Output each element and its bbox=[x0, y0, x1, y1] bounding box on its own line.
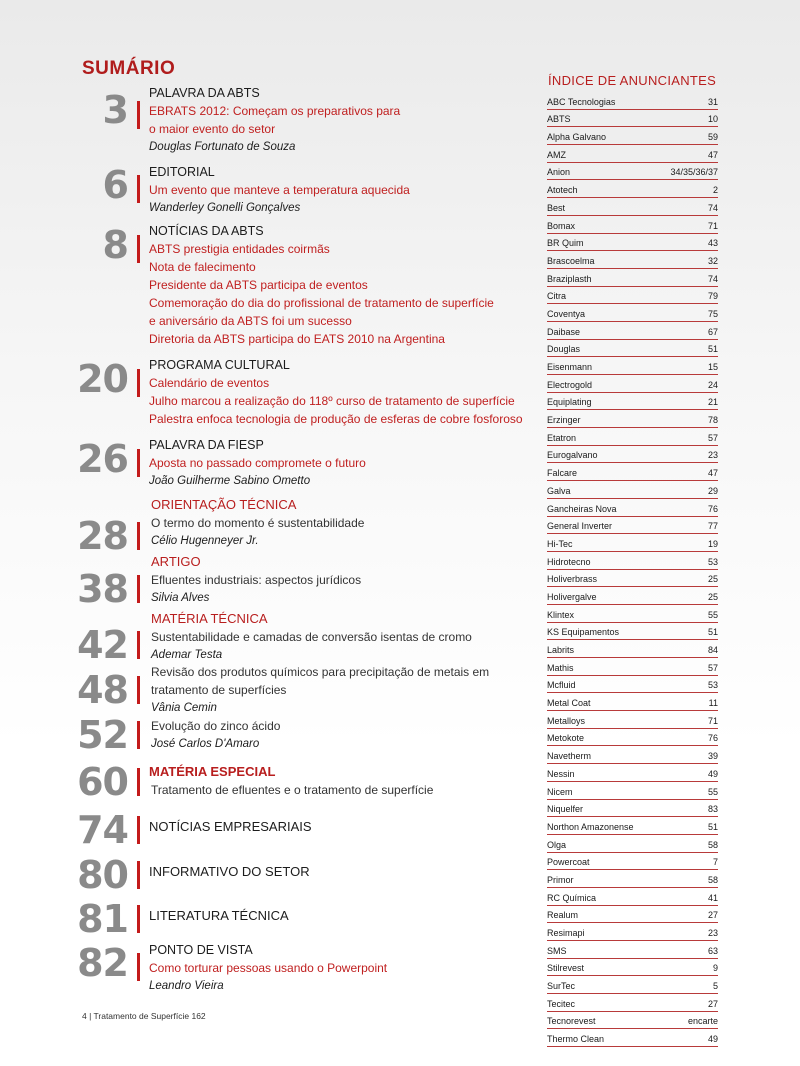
toc-page-number: 8 bbox=[102, 223, 128, 267]
advertiser-name: ABTS bbox=[547, 114, 571, 125]
advertiser-name: General Inverter bbox=[547, 521, 613, 532]
advertiser-row bbox=[547, 517, 718, 535]
toc-section-title: NOTÍCIAS DA ABTS bbox=[149, 224, 264, 238]
advertiser-page: 9 bbox=[712, 963, 718, 974]
toc-page-number: 6 bbox=[102, 163, 128, 207]
toc-section-title: PALAVRA DA ABTS bbox=[149, 86, 260, 100]
toc-entry[interactable] bbox=[149, 553, 529, 607]
advertiser-page: 49 bbox=[707, 1034, 718, 1045]
toc-entry[interactable] bbox=[149, 356, 529, 428]
advertiser-page: 25 bbox=[707, 574, 718, 585]
toc-page-number: 42 bbox=[77, 623, 128, 667]
advertiser-page: 57 bbox=[707, 662, 718, 673]
advertiser-page: 34/35/36/37 bbox=[670, 167, 718, 178]
toc-article-title: O termo do momento é sustentabilidade bbox=[151, 516, 365, 530]
advertiser-name: Labrits bbox=[547, 645, 575, 655]
advertiser-row bbox=[547, 110, 718, 128]
toc-section-title: ARTIGO bbox=[151, 554, 201, 569]
toc-divider-bar bbox=[137, 369, 140, 397]
advertiser-name: Douglas bbox=[547, 344, 581, 355]
advertiser-name: Primor bbox=[547, 874, 574, 885]
advertiser-row bbox=[547, 587, 718, 605]
advertiser-page: encarte bbox=[687, 1016, 718, 1027]
advertiser-page: 19 bbox=[707, 538, 718, 549]
advertiser-page: 41 bbox=[707, 892, 718, 903]
toc-page-number: 74 bbox=[77, 808, 128, 852]
advertiser-name: Eurogalvano bbox=[547, 450, 598, 461]
toc-section-title: LITERATURA TÉCNICA bbox=[149, 908, 289, 923]
advertiser-row bbox=[547, 640, 718, 658]
advertiser-row bbox=[547, 198, 718, 216]
advertiser-page: 76 bbox=[707, 503, 718, 514]
toc-entry[interactable] bbox=[149, 663, 529, 717]
advertiser-row bbox=[547, 623, 718, 641]
advertiser-page: 74 bbox=[707, 273, 718, 284]
advertiser-name: Realum bbox=[547, 910, 579, 921]
toc-section-title: INFORMATIVO DO SETOR bbox=[149, 864, 310, 879]
advertiser-name: Metokote bbox=[547, 733, 585, 744]
toc-article-title: EBRATS 2012: Começam os preparativos para bbox=[149, 104, 401, 118]
advertiser-row bbox=[547, 853, 718, 871]
advertiser-name: Daibase bbox=[547, 326, 581, 337]
advertiser-page: 10 bbox=[707, 114, 718, 125]
advertiser-row bbox=[547, 676, 718, 694]
toc-divider-bar bbox=[137, 235, 140, 263]
advertiser-row bbox=[547, 304, 718, 322]
advertiser-name: Equiplating bbox=[547, 397, 592, 408]
toc-page-number: 80 bbox=[77, 853, 128, 897]
toc-entry[interactable] bbox=[149, 496, 529, 550]
toc-article-title: Aposta no passado compromete o futuro bbox=[149, 456, 366, 470]
advertiser-row bbox=[547, 746, 718, 764]
advertiser-page: 71 bbox=[707, 220, 718, 231]
advertiser-row bbox=[547, 1029, 718, 1047]
toc-article-title: ABTS prestigia entidades coirmãs bbox=[149, 242, 330, 256]
advertiser-name: Best bbox=[547, 202, 566, 213]
toc-entry[interactable] bbox=[149, 222, 529, 348]
advertiser-row bbox=[547, 251, 718, 269]
toc-page-number: 3 bbox=[102, 88, 128, 132]
advertiser-row bbox=[547, 693, 718, 711]
toc-author: Silvia Alves bbox=[151, 592, 210, 604]
advertiser-page: 63 bbox=[707, 945, 718, 956]
advertiser-page: 21 bbox=[707, 397, 718, 408]
toc-divider-bar bbox=[137, 953, 140, 981]
advertiser-row bbox=[547, 906, 718, 924]
advertiser-name: Metal Coat bbox=[547, 698, 591, 709]
advertiser-row bbox=[547, 552, 718, 570]
advertiser-page: 27 bbox=[707, 998, 718, 1009]
advertiser-name: Hi-Tec bbox=[547, 538, 573, 549]
toc-article-title: tratamento de superfícies bbox=[151, 683, 287, 697]
toc-divider-bar bbox=[137, 861, 140, 889]
advertiser-name: Thermo Clean bbox=[547, 1034, 605, 1045]
advertiser-row bbox=[547, 711, 718, 729]
advertiser-row bbox=[547, 782, 718, 800]
toc-article-title: Comemoração do dia do profissional de tratamento de superfície bbox=[149, 296, 494, 310]
advertiser-name: Mcfluid bbox=[547, 680, 576, 691]
advertiser-name: Anion bbox=[547, 167, 571, 178]
advertiser-name: Stilrevest bbox=[547, 963, 585, 974]
toc-entry[interactable] bbox=[149, 610, 529, 664]
advertiser-name: Northon Amazonense bbox=[547, 821, 634, 832]
toc-author: Wanderley Gonelli Gonçalves bbox=[149, 202, 301, 214]
toc-entry[interactable] bbox=[149, 436, 529, 490]
toc-entry[interactable] bbox=[149, 717, 529, 753]
advertiser-page: 24 bbox=[707, 379, 718, 390]
toc-author: Leandro Vieira bbox=[149, 980, 224, 992]
toc-author: Vânia Cemin bbox=[151, 702, 217, 714]
advertiser-row bbox=[547, 888, 718, 906]
advertiser-page: 23 bbox=[707, 450, 718, 461]
toc-article-title: Um evento que manteve a temperatura aquecida bbox=[149, 183, 410, 197]
advertiser-page: 43 bbox=[707, 238, 718, 249]
advertiser-name: SurTec bbox=[547, 981, 576, 992]
toc-page-number: 38 bbox=[77, 567, 128, 611]
toc-article-title: Evolução do zinco ácido bbox=[151, 719, 281, 733]
advertiser-name: Powercoat bbox=[547, 857, 590, 868]
toc-section-title: PROGRAMA CULTURAL bbox=[149, 358, 290, 372]
advertisers-title: ÍNDICE DE ANUNCIANTES bbox=[548, 73, 717, 88]
advertiser-name: Holiverbrass bbox=[547, 574, 598, 585]
toc-author: João Guilherme Sabino Ometto bbox=[149, 475, 311, 487]
advertiser-row bbox=[547, 729, 718, 747]
advertiser-name: Electrogold bbox=[547, 379, 593, 390]
toc-page-number: 28 bbox=[77, 514, 128, 558]
advertiser-row bbox=[547, 959, 718, 977]
advertiser-page: 47 bbox=[707, 468, 718, 479]
advertiser-row bbox=[547, 1012, 718, 1030]
toc-page-number: 26 bbox=[77, 437, 128, 481]
advertiser-row bbox=[547, 428, 718, 446]
advertiser-name: Falcare bbox=[547, 468, 578, 479]
advertiser-name: Mathis bbox=[547, 662, 574, 673]
advertiser-name: Tecnorevest bbox=[547, 1016, 596, 1027]
toc-divider-bar bbox=[137, 676, 140, 704]
advertiser-row bbox=[547, 180, 718, 198]
advertiser-name: Niquelfer bbox=[547, 804, 584, 815]
toc-author: Ademar Testa bbox=[151, 649, 223, 661]
advertiser-page: 78 bbox=[707, 415, 718, 426]
toc-page-number: 60 bbox=[77, 760, 128, 804]
advertiser-page: 47 bbox=[707, 149, 718, 160]
advertiser-page: 7 bbox=[712, 857, 718, 868]
advertiser-name: Atotech bbox=[547, 185, 578, 196]
advertiser-page: 31 bbox=[707, 96, 718, 107]
toc-entry[interactable] bbox=[149, 163, 529, 217]
advertiser-row bbox=[547, 340, 718, 358]
advertiser-page: 57 bbox=[707, 432, 718, 443]
advertiser-page: 49 bbox=[707, 768, 718, 779]
advertiser-name: Alpha Galvano bbox=[547, 132, 607, 143]
toc-article-title: Tratamento de efluentes e o tratamento de superfície bbox=[151, 783, 434, 797]
advertiser-page: 51 bbox=[707, 627, 718, 638]
advertiser-page: 5 bbox=[712, 981, 718, 992]
advertiser-name: AMZ bbox=[547, 149, 566, 160]
advertiser-name: Citra bbox=[547, 291, 567, 302]
toc-divider-bar bbox=[137, 768, 140, 796]
advertiser-name: BR Quim bbox=[547, 238, 584, 249]
advertiser-page: 58 bbox=[707, 874, 718, 885]
advertiser-name: Braziplasth bbox=[547, 273, 592, 284]
toc-article-title: Nota de falecimento bbox=[149, 260, 256, 274]
advertiser-page: 79 bbox=[707, 291, 718, 302]
advertiser-page: 25 bbox=[707, 591, 718, 602]
toc-entry[interactable] bbox=[149, 763, 529, 799]
advertiser-row bbox=[547, 800, 718, 818]
advertiser-name: Bomax bbox=[547, 220, 576, 231]
advertiser-row bbox=[547, 163, 718, 181]
advertiser-row bbox=[547, 994, 718, 1012]
advertiser-page: 11 bbox=[708, 698, 718, 709]
advertiser-row bbox=[547, 976, 718, 994]
toc-article-title: Presidente da ABTS participa de eventos bbox=[149, 278, 368, 292]
advertiser-page: 39 bbox=[707, 751, 718, 762]
toc-section-title: NOTÍCIAS EMPRESARIAIS bbox=[149, 819, 312, 834]
toc-section-title: PALAVRA DA FIESP bbox=[149, 438, 264, 452]
advertiser-row bbox=[547, 92, 718, 110]
advertiser-name: Coventya bbox=[547, 308, 586, 319]
advertiser-page: 67 bbox=[707, 326, 718, 337]
advertiser-name: Eisenmann bbox=[547, 362, 593, 372]
advertiser-page: 23 bbox=[707, 928, 718, 938]
advertiser-page: 15 bbox=[707, 362, 718, 372]
toc-article-title: Julho marcou a realização do 118º curso de tratamento de superfície bbox=[149, 394, 515, 408]
advertiser-row bbox=[547, 287, 718, 305]
toc-author: José Carlos D'Amaro bbox=[151, 738, 260, 750]
advertiser-row bbox=[547, 269, 718, 287]
toc-divider-bar bbox=[137, 631, 140, 659]
advertisers-list bbox=[547, 92, 718, 1047]
toc-article-title: Sustentabilidade e camadas de conversão isentas de cromo bbox=[151, 630, 472, 644]
toc-entry[interactable] bbox=[149, 907, 529, 925]
advertiser-name: Tecitec bbox=[547, 998, 576, 1009]
advertiser-row bbox=[547, 923, 718, 941]
toc-article-title: e aniversário da ABTS foi um sucesso bbox=[149, 314, 352, 328]
advertiser-row bbox=[547, 145, 718, 163]
toc-article-title: Efluentes industriais: aspectos jurídicos bbox=[151, 573, 362, 587]
advertiser-row bbox=[547, 941, 718, 959]
advertiser-row bbox=[547, 534, 718, 552]
advertiser-row bbox=[547, 393, 718, 411]
advertiser-page: 75 bbox=[707, 308, 718, 319]
toc-page-number: 81 bbox=[77, 897, 128, 941]
toc-article-title: o maior evento do setor bbox=[149, 122, 276, 136]
toc-section-title: PONTO DE VISTA bbox=[149, 943, 253, 957]
toc-section-title: MATÉRIA TÉCNICA bbox=[151, 611, 268, 626]
toc-divider-bar bbox=[137, 175, 140, 203]
advertiser-name: Erzinger bbox=[547, 415, 581, 426]
toc-article-title: Calendário de eventos bbox=[149, 376, 270, 390]
toc-entry[interactable] bbox=[149, 818, 529, 836]
toc-divider-bar bbox=[137, 816, 140, 844]
advertiser-page: 55 bbox=[707, 609, 718, 620]
advertiser-row bbox=[547, 357, 718, 375]
toc-page-number: 20 bbox=[77, 357, 128, 401]
toc-divider-bar bbox=[137, 522, 140, 550]
advertiser-row bbox=[547, 446, 718, 464]
advertiser-page: 55 bbox=[707, 786, 718, 797]
advertiser-row bbox=[547, 410, 718, 428]
toc-section-title: ORIENTAÇÃO TÉCNICA bbox=[151, 497, 297, 512]
toc-article-title: Palestra enfoca tecnologia de produção de esferas de cobre fosforoso bbox=[149, 412, 523, 426]
advertiser-row bbox=[547, 463, 718, 481]
advertiser-page: 59 bbox=[707, 132, 718, 143]
toc-author: Douglas Fortunato de Souza bbox=[149, 141, 296, 153]
advertiser-name: Hidrotecno bbox=[547, 556, 591, 567]
advertiser-name: Metalloys bbox=[547, 715, 586, 726]
advertiser-name: Holivergalve bbox=[547, 591, 597, 602]
advertiser-page: 2 bbox=[712, 185, 718, 196]
toc-page-number: 52 bbox=[77, 713, 128, 757]
advertiser-page: 51 bbox=[707, 821, 718, 832]
advertiser-page: 32 bbox=[707, 255, 718, 266]
toc-article-title: Como torturar pessoas usando o Powerpoint bbox=[149, 961, 388, 975]
advertiser-name: Brascoelma bbox=[547, 255, 595, 266]
toc-author: Célio Hugenneyer Jr. bbox=[151, 535, 259, 547]
advertiser-name: Olga bbox=[547, 839, 567, 850]
advertiser-page: 53 bbox=[707, 680, 718, 691]
advertiser-page: 77 bbox=[707, 521, 718, 532]
advertiser-name: Etatron bbox=[547, 432, 577, 443]
advertiser-row bbox=[547, 817, 718, 835]
toc-divider-bar bbox=[137, 101, 140, 129]
toc-entry[interactable] bbox=[149, 84, 529, 156]
advertiser-row bbox=[547, 764, 718, 782]
toc-entry[interactable] bbox=[149, 863, 529, 881]
toc-section-title: MATÉRIA ESPECIAL bbox=[149, 764, 276, 779]
advertiser-row bbox=[547, 658, 718, 676]
advertiser-name: Nicem bbox=[547, 786, 573, 797]
advertiser-name: ABC Tecnologias bbox=[547, 96, 616, 107]
advertiser-name: RC Química bbox=[547, 892, 597, 903]
advertiser-page: 84 bbox=[707, 645, 718, 655]
toc-article-title: Diretoria da ABTS participa do EATS 2010 na Argentina bbox=[149, 332, 445, 346]
advertiser-row bbox=[547, 870, 718, 888]
advertiser-row bbox=[547, 499, 718, 517]
toc-divider-bar bbox=[137, 905, 140, 933]
advertiser-row bbox=[547, 570, 718, 588]
toc-section-title: EDITORIAL bbox=[149, 165, 215, 179]
advertiser-row bbox=[547, 234, 718, 252]
advertiser-name: Galva bbox=[547, 485, 571, 496]
advertiser-row bbox=[547, 481, 718, 499]
advertiser-page: 74 bbox=[707, 202, 718, 213]
toc-entry[interactable] bbox=[149, 941, 529, 995]
advertiser-page: 71 bbox=[707, 715, 718, 726]
advertiser-row bbox=[547, 322, 718, 340]
advertiser-row bbox=[547, 605, 718, 623]
toc-article-title: Revisão dos produtos químicos para precipitação de metais em bbox=[151, 665, 490, 679]
toc-page-number: 82 bbox=[77, 941, 128, 985]
toc-page-number: 48 bbox=[77, 668, 128, 712]
toc-divider-bar bbox=[137, 721, 140, 749]
advertiser-page: 58 bbox=[707, 839, 718, 850]
advertiser-name: SMS bbox=[547, 945, 567, 956]
advertiser-page: 83 bbox=[707, 804, 718, 815]
advertiser-row bbox=[547, 216, 718, 234]
advertiser-page: 29 bbox=[707, 485, 718, 496]
advertiser-name: Navetherm bbox=[547, 751, 592, 762]
advertiser-name: KS Equipamentos bbox=[547, 627, 620, 638]
advertiser-name: Klintex bbox=[547, 609, 575, 620]
advertiser-page: 76 bbox=[707, 733, 718, 744]
advertiser-name: Resimapi bbox=[547, 928, 585, 938]
sumario-title: SUMÁRIO bbox=[82, 58, 176, 79]
advertiser-name: Gancheiras Nova bbox=[547, 503, 617, 514]
advertiser-page: 27 bbox=[707, 910, 718, 921]
toc-divider-bar bbox=[137, 575, 140, 603]
advertiser-name: Nessin bbox=[547, 768, 575, 779]
toc-divider-bar bbox=[137, 449, 140, 477]
advertiser-row bbox=[547, 835, 718, 853]
advertiser-page: 53 bbox=[707, 556, 718, 567]
advertiser-row bbox=[547, 375, 718, 393]
page-footer: 4 | Tratamento de Superfície 162 bbox=[82, 1011, 206, 1021]
advertiser-page: 51 bbox=[707, 344, 718, 355]
advertiser-row bbox=[547, 127, 718, 145]
